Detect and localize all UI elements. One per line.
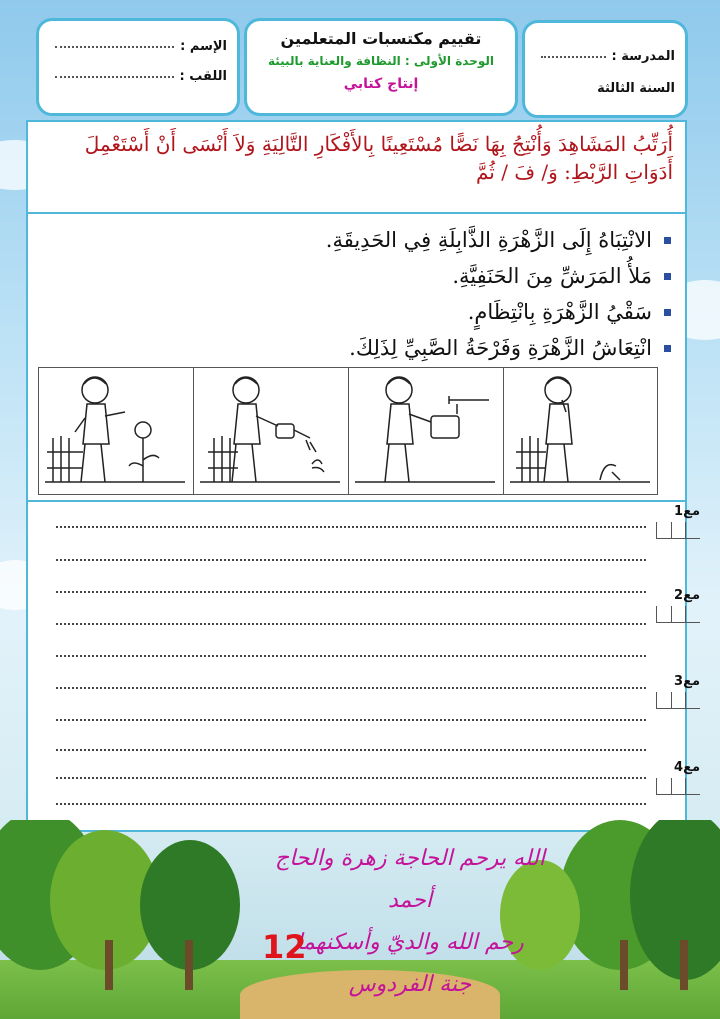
student-info-box xyxy=(36,18,240,116)
trunk xyxy=(680,940,688,990)
idea-text: الانْتِبَاهُ إِلَى الزَّهْرَةِ الذَّابِلَةِ فِي الحَدِيقَةِ. xyxy=(325,228,652,252)
dedication-line: الله يرحم الحاجة زهرة والحاج أحمد xyxy=(275,846,545,913)
idea-text: مَلأُ المَرَشِّ مِنَ الحَنَفِيَّةِ. xyxy=(452,264,652,288)
worksheet xyxy=(26,120,700,832)
scene-boy-sad-at-wilted-flower xyxy=(503,368,658,494)
school-info-box xyxy=(522,20,688,118)
writing-line[interactable] xyxy=(56,590,646,593)
year-label: السنة الثالثة xyxy=(597,81,675,96)
criterion-label: مع2 xyxy=(674,588,700,603)
criterion-3 xyxy=(656,674,700,709)
tap-icon xyxy=(349,368,503,494)
boy-flower-icon xyxy=(39,368,193,494)
criterion-cells[interactable] xyxy=(656,522,700,539)
criterion-cells[interactable] xyxy=(656,692,700,709)
ideas-list xyxy=(71,222,671,366)
page-number: 12 xyxy=(262,928,307,966)
dedication-line: جنة الفردوس xyxy=(348,972,472,997)
criterion-4 xyxy=(656,760,700,795)
unit-title: الوحدة الأولى : النظافة والعناية بالبيئة xyxy=(267,54,495,68)
surname-field[interactable] xyxy=(55,75,174,78)
writing-line[interactable] xyxy=(56,654,646,657)
surname-line xyxy=(49,69,227,84)
criterion-label: مع1 xyxy=(674,504,700,519)
writing-line[interactable] xyxy=(56,622,646,625)
writing-line[interactable] xyxy=(56,558,646,561)
page-title: تقييم مكتسبات المتعلمين xyxy=(280,29,482,48)
criterion-cells[interactable] xyxy=(656,778,700,795)
criterion-1 xyxy=(656,504,700,539)
bullet-icon xyxy=(664,273,671,280)
wilted-flower-icon xyxy=(504,368,658,494)
bullet-icon xyxy=(664,309,671,316)
criterion-label: مع3 xyxy=(674,674,700,689)
scenes-strip xyxy=(38,367,658,495)
list-item xyxy=(71,258,671,294)
bullet-icon xyxy=(664,345,671,352)
criterion-2 xyxy=(656,588,700,623)
trunk xyxy=(105,940,113,990)
idea-text: انْتِعَاشُ الزَّهْرَةِ وَفَرْحَةُ الصَّبِيِّ لِذَلِكَ. xyxy=(349,336,652,360)
list-item xyxy=(71,330,671,366)
surname-label: اللقب : xyxy=(179,69,227,84)
dedication-line: رحم الله والديّ وأسكنهما xyxy=(296,930,524,955)
title-box xyxy=(244,18,518,116)
list-item xyxy=(71,222,671,258)
activity-title: إنتاج كتابي xyxy=(343,76,419,92)
trunk xyxy=(185,940,193,990)
writing-line[interactable] xyxy=(56,686,646,689)
divider xyxy=(28,500,685,502)
scene-boy-watering-flower xyxy=(193,368,348,494)
name-line xyxy=(49,39,227,54)
list-item xyxy=(71,294,671,330)
trunk xyxy=(620,940,628,990)
idea-text: سَقْيُ الزَّهْرَةِ بِانْتِظَامٍ. xyxy=(467,300,652,324)
scene-boy-filling-can-at-tap xyxy=(348,368,503,494)
watering-can-icon xyxy=(194,368,348,494)
writing-line[interactable] xyxy=(56,776,646,779)
school-line xyxy=(535,49,675,64)
writing-line[interactable] xyxy=(56,525,646,528)
scene-boy-with-revived-flower xyxy=(39,368,193,494)
name-field[interactable] xyxy=(55,45,174,48)
dedication-text xyxy=(250,838,570,1006)
name-label: الإسم : xyxy=(180,39,227,54)
criterion-cells[interactable] xyxy=(656,606,700,623)
criterion-label: مع4 xyxy=(674,760,700,775)
instruction-text: أُرَتِّبُ المَشَاهِدَ وَأُنْتِجُ بِهَا نَصًّا مُسْتَعِينًا بِالأَفْكَارِ التَّالِيَةِ وَلاَ أَنْسَى أَنْ أَسْتَعْمِلَ أَدَوَاتِ الرَّبْطِ: وَ/ فَ / ثُمَّ xyxy=(28,122,685,214)
writing-line[interactable] xyxy=(56,748,646,751)
school-label: المدرسة : xyxy=(611,49,675,64)
school-field[interactable] xyxy=(541,55,606,58)
writing-line[interactable] xyxy=(56,802,646,805)
bullet-icon xyxy=(664,237,671,244)
writing-line[interactable] xyxy=(56,718,646,721)
year-line xyxy=(535,81,675,96)
